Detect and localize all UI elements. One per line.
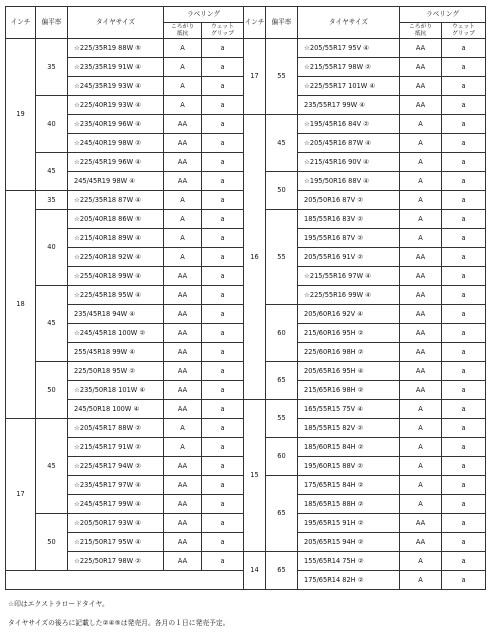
aspect-cell: 50 [36, 514, 68, 571]
aspect-cell: 45 [36, 153, 68, 191]
wet-grip-cell: a [202, 229, 244, 248]
inch-cell: 15 [244, 400, 266, 552]
header-size-left: タイヤサイズ [68, 7, 164, 39]
tire-size-cell: ☆225/45R18 95W ④ [68, 286, 164, 305]
aspect-cell: 35 [36, 39, 68, 96]
wet-grip-cell: a [442, 115, 486, 134]
footnote-extra-load: ☆印はエクストラロードタイヤ。 [8, 600, 109, 608]
table-row [6, 115, 486, 134]
rolling-resistance-cell: A [400, 210, 442, 229]
tire-size-cell: ☆225/45R19 96W ④ [68, 153, 164, 172]
wet-grip-cell: a [442, 419, 486, 438]
tire-size-cell: ☆225/35R18 87W ④ [68, 191, 164, 210]
rolling-resistance-cell: AA [164, 115, 202, 134]
wet-grip-cell: a [442, 305, 486, 324]
wet-grip-cell: a [202, 39, 244, 58]
tire-size-cell: ☆225/55R16 99W ④ [298, 286, 400, 305]
aspect-cell: 45 [266, 115, 298, 172]
rolling-resistance-cell: A [400, 153, 442, 172]
rolling-resistance-cell: A [164, 39, 202, 58]
tire-size-cell: ☆245/35R19 93W ④ [68, 77, 164, 96]
tire-size-cell: 245/45R19 98W ④ [68, 172, 164, 191]
wet-grip-cell: a [202, 438, 244, 457]
wet-grip-cell: a [442, 533, 486, 552]
aspect-cell: 65 [266, 552, 298, 590]
empty-cell [6, 571, 244, 590]
rolling-resistance-cell: AA [164, 286, 202, 305]
header-inch-right: インチ [244, 7, 266, 39]
rolling-resistance-cell: A [164, 58, 202, 77]
aspect-cell: 40 [36, 210, 68, 286]
rolling-resistance-cell: AA [164, 324, 202, 343]
wet-grip-cell: a [202, 191, 244, 210]
tire-size-cell: ☆225/40R18 92W ④ [68, 248, 164, 267]
rolling-resistance-cell: AA [400, 533, 442, 552]
inch-cell: 18 [6, 191, 36, 419]
wet-grip-cell: a [202, 58, 244, 77]
header-size-right: タイヤサイズ [298, 7, 400, 39]
rolling-resistance-cell: A [164, 77, 202, 96]
tire-size-cell: 185/55R16 83V ② [298, 210, 400, 229]
wet-grip-cell: a [442, 362, 486, 381]
tire-size-cell: 205/55R16 91V ② [298, 248, 400, 267]
tire-size-cell: 235/45R18 94W ④ [68, 305, 164, 324]
tire-size-cell: 215/60R16 95H ② [298, 324, 400, 343]
wet-grip-cell: a [202, 476, 244, 495]
wet-grip-cell: a [442, 381, 486, 400]
table-row [6, 39, 486, 58]
tire-size-cell: ☆205/50R17 93W ④ [68, 514, 164, 533]
tire-size-cell: ☆215/45R17 91W ② [68, 438, 164, 457]
tire-size-cell: 185/55R15 82V ② [298, 419, 400, 438]
tire-size-cell: ☆235/35R19 91W ④ [68, 58, 164, 77]
tire-size-cell: ☆225/45R17 94W ② [68, 457, 164, 476]
header-wet-left [202, 23, 244, 39]
header-rolling-right [400, 23, 442, 39]
rolling-resistance-cell: A [400, 457, 442, 476]
rolling-resistance-cell: AA [400, 362, 442, 381]
tire-size-cell: ☆205/40R18 86W ⑤ [68, 210, 164, 229]
rolling-resistance-cell: AA [164, 457, 202, 476]
wet-grip-cell: a [202, 134, 244, 153]
aspect-cell: 65 [266, 476, 298, 552]
wet-grip-cell: a [202, 400, 244, 419]
wet-grip-cell: a [442, 96, 486, 115]
aspect-cell: 50 [266, 172, 298, 210]
wet-grip-cell: a [442, 77, 486, 96]
header-labeling-left: ラベリング [164, 7, 244, 23]
rolling-resistance-cell: AA [164, 134, 202, 153]
rolling-resistance-cell: A [400, 400, 442, 419]
tire-size-cell: ☆225/50R17 98W ② [68, 552, 164, 571]
rolling-resistance-cell: A [400, 115, 442, 134]
wet-grip-cell: a [202, 343, 244, 362]
aspect-cell: 45 [36, 286, 68, 362]
tire-size-cell: ☆205/45R17 88W ② [68, 419, 164, 438]
inch-cell: 14 [244, 552, 266, 590]
rolling-resistance-cell: A [164, 210, 202, 229]
tire-size-cell: ☆225/55R17 101W ④ [298, 77, 400, 96]
wet-grip-cell: a [202, 419, 244, 438]
footnote-release-month: タイヤサイズの後ろに記載した②④⑤は発売月。各月の１日に発売予定。 [8, 619, 230, 627]
tire-size-cell: 245/50R18 100W ④ [68, 400, 164, 419]
inch-cell: 17 [244, 39, 266, 115]
wet-grip-cell: a [202, 362, 244, 381]
rolling-resistance-cell: AA [400, 286, 442, 305]
wet-grip-cell: a [202, 514, 244, 533]
wet-grip-cell: a [442, 438, 486, 457]
tire-size-cell: 205/65R15 94H ② [298, 533, 400, 552]
rolling-resistance-cell: A [400, 229, 442, 248]
tire-size-cell: 205/60R16 92V ④ [298, 305, 400, 324]
tire-size-cell: 175/65R14 82H ② [298, 571, 400, 590]
rolling-resistance-cell: AA [400, 305, 442, 324]
table-row [6, 400, 486, 419]
rolling-resistance-cell: AA [164, 267, 202, 286]
aspect-cell: 35 [36, 191, 68, 210]
rolling-resistance-cell: A [400, 134, 442, 153]
wet-grip-cell: a [202, 552, 244, 571]
footnotes [8, 601, 230, 639]
rolling-resistance-cell: A [164, 96, 202, 115]
rolling-resistance-cell: A [400, 571, 442, 590]
wet-grip-cell: a [202, 153, 244, 172]
tire-size-cell: ☆215/40R18 89W ④ [68, 229, 164, 248]
rolling-resistance-cell: A [400, 552, 442, 571]
tire-size-cell: 225/50R18 95W ② [68, 362, 164, 381]
wet-grip-cell: a [202, 495, 244, 514]
tire-size-cell: ☆245/45R17 99W ④ [68, 495, 164, 514]
wet-grip-cell: a [442, 514, 486, 533]
wet-grip-cell: a [442, 571, 486, 590]
rolling-resistance-cell: A [400, 419, 442, 438]
wet-grip-cell: a [202, 77, 244, 96]
rolling-resistance-cell: AA [400, 39, 442, 58]
tire-size-cell: 195/65R15 91H ② [298, 514, 400, 533]
tire-size-cell: ☆245/40R19 98W ② [68, 134, 164, 153]
tire-size-cell: ☆205/45R16 87W ④ [298, 134, 400, 153]
tire-size-cell: ☆215/45R16 90V ④ [298, 153, 400, 172]
aspect-cell: 50 [36, 362, 68, 419]
rolling-resistance-cell: A [400, 438, 442, 457]
tire-size-cell: 195/55R16 87V ② [298, 229, 400, 248]
wet-grip-cell: a [442, 210, 486, 229]
rolling-resistance-cell: AA [400, 381, 442, 400]
tire-size-cell: 205/50R16 87V ② [298, 191, 400, 210]
aspect-cell: 55 [266, 210, 298, 305]
wet-grip-cell: a [202, 210, 244, 229]
wet-grip-cell: a [442, 229, 486, 248]
tire-size-cell: 175/65R15 84H ② [298, 476, 400, 495]
wet-grip-cell: a [202, 457, 244, 476]
tire-size-cell: ☆215/50R17 95W ④ [68, 533, 164, 552]
wet-grip-cell: a [442, 172, 486, 191]
tire-size-cell: 155/65R14 75H ② [298, 552, 400, 571]
inch-cell: 16 [244, 115, 266, 400]
inch-cell: 19 [6, 39, 36, 191]
wet-grip-cell: a [442, 134, 486, 153]
rolling-resistance-cell: AA [400, 514, 442, 533]
tire-size-cell: 185/60R15 84H ② [298, 438, 400, 457]
wet-grip-cell: a [202, 305, 244, 324]
header-rolling-left-text: ころがり 抵抗 [170, 23, 195, 37]
wet-grip-cell: a [202, 115, 244, 134]
wet-grip-cell: a [442, 343, 486, 362]
rolling-resistance-cell: A [164, 438, 202, 457]
rolling-resistance-cell: AA [164, 153, 202, 172]
header-aspect-left: 偏平率 [36, 7, 68, 39]
rolling-resistance-cell: AA [400, 96, 442, 115]
wet-grip-cell: a [202, 172, 244, 191]
aspect-cell: 45 [36, 419, 68, 514]
wet-grip-cell: a [442, 39, 486, 58]
aspect-cell: 65 [266, 362, 298, 400]
wet-grip-cell: a [202, 96, 244, 115]
tire-size-cell: 255/45R18 99W ④ [68, 343, 164, 362]
header-rolling-left [164, 23, 202, 39]
wet-grip-cell: a [442, 191, 486, 210]
rolling-resistance-cell: AA [400, 248, 442, 267]
aspect-cell: 40 [36, 96, 68, 153]
wet-grip-cell: a [442, 495, 486, 514]
table-row [6, 552, 486, 571]
aspect-cell: 60 [266, 438, 298, 476]
tire-size-cell: 205/65R16 95H ④ [298, 362, 400, 381]
rolling-resistance-cell: AA [400, 77, 442, 96]
rolling-resistance-cell: AA [400, 343, 442, 362]
wet-grip-cell: a [442, 400, 486, 419]
rolling-resistance-cell: AA [164, 533, 202, 552]
tire-size-cell: ☆215/55R17 98W ② [298, 58, 400, 77]
rolling-resistance-cell: A [164, 229, 202, 248]
wet-grip-cell: a [202, 324, 244, 343]
aspect-cell: 60 [266, 305, 298, 362]
rolling-resistance-cell: A [400, 476, 442, 495]
rolling-resistance-cell: AA [164, 362, 202, 381]
tire-size-cell: ☆235/40R19 96W ④ [68, 115, 164, 134]
tire-size-cell: ☆235/45R17 97W ④ [68, 476, 164, 495]
wet-grip-cell: a [442, 153, 486, 172]
rolling-resistance-cell: AA [164, 172, 202, 191]
wet-grip-cell: a [202, 248, 244, 267]
rolling-resistance-cell: AA [164, 400, 202, 419]
header-wet-left-text: ウェット グリップ [211, 23, 234, 37]
tire-table-container [5, 6, 486, 590]
rolling-resistance-cell: AA [400, 58, 442, 77]
tire-labeling-table [5, 6, 486, 590]
tire-size-cell: ☆215/55R16 97W ④ [298, 267, 400, 286]
rolling-resistance-cell: AA [164, 305, 202, 324]
tire-size-cell: ☆205/55R17 95V ④ [298, 39, 400, 58]
rolling-resistance-cell: AA [164, 552, 202, 571]
header-wet-right [442, 23, 486, 39]
aspect-cell: 55 [266, 39, 298, 115]
wet-grip-cell: a [202, 381, 244, 400]
tire-size-cell: ☆225/40R19 93W ④ [68, 96, 164, 115]
rolling-resistance-cell: A [400, 172, 442, 191]
tire-size-cell: 165/55R15 75V ④ [298, 400, 400, 419]
wet-grip-cell: a [202, 267, 244, 286]
tire-size-cell: 215/65R16 98H ② [298, 381, 400, 400]
wet-grip-cell: a [202, 533, 244, 552]
tire-size-cell: ☆195/50R16 88V ④ [298, 172, 400, 191]
rolling-resistance-cell: A [400, 495, 442, 514]
wet-grip-cell: a [202, 286, 244, 305]
rolling-resistance-cell: AA [164, 514, 202, 533]
rolling-resistance-cell: A [164, 191, 202, 210]
rolling-resistance-cell: A [164, 419, 202, 438]
rolling-resistance-cell: A [164, 248, 202, 267]
rolling-resistance-cell: AA [164, 476, 202, 495]
tire-size-cell: 225/60R16 98H ② [298, 343, 400, 362]
wet-grip-cell: a [442, 476, 486, 495]
rolling-resistance-cell: A [400, 191, 442, 210]
header-wet-right-text: ウェット グリップ [452, 23, 475, 37]
rolling-resistance-cell: AA [164, 495, 202, 514]
wet-grip-cell: a [442, 457, 486, 476]
header-aspect-right: 偏平率 [266, 7, 298, 39]
inch-cell: 17 [6, 419, 36, 571]
tire-size-cell: 185/65R15 88H ② [298, 495, 400, 514]
rolling-resistance-cell: AA [400, 267, 442, 286]
tire-size-cell: ☆195/45R16 84V ② [298, 115, 400, 134]
tire-size-cell: 195/60R15 88V ② [298, 457, 400, 476]
tire-size-cell: 235/55R17 99W ④ [298, 96, 400, 115]
header-inch-left: インチ [6, 7, 36, 39]
aspect-cell: 55 [266, 400, 298, 438]
header-labeling-right: ラベリング [400, 7, 486, 23]
wet-grip-cell: a [442, 324, 486, 343]
tire-size-cell: ☆255/40R18 99W ④ [68, 267, 164, 286]
rolling-resistance-cell: AA [164, 381, 202, 400]
wet-grip-cell: a [442, 58, 486, 77]
wet-grip-cell: a [442, 267, 486, 286]
tire-size-cell: ☆225/35R19 88W ⑤ [68, 39, 164, 58]
rolling-resistance-cell: AA [164, 343, 202, 362]
wet-grip-cell: a [442, 248, 486, 267]
rolling-resistance-cell: AA [400, 324, 442, 343]
wet-grip-cell: a [442, 286, 486, 305]
tire-size-cell: ☆245/45R18 100W ② [68, 324, 164, 343]
tire-size-cell: ☆235/50R18 101W ④ [68, 381, 164, 400]
header-rolling-right-text: ころがり 抵抗 [408, 23, 433, 37]
wet-grip-cell: a [442, 552, 486, 571]
